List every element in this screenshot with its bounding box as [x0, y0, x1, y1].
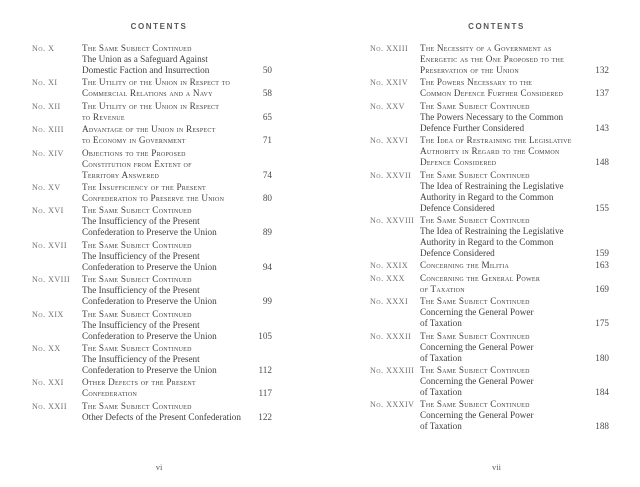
entry-title-line: The Same Subject Continued	[82, 274, 192, 285]
entry-title-text: Confederation to Preserve the Union	[82, 296, 217, 307]
entry-number-label: No. XXXIII	[370, 365, 415, 375]
entry-title-block	[82, 377, 272, 399]
entry-title-line	[82, 296, 272, 307]
entry-page-number: 74	[262, 169, 272, 180]
entry-title-block	[82, 43, 272, 76]
entry-page-number: 105	[258, 330, 272, 341]
entry-title-line: Other Defects of the Present	[82, 377, 196, 388]
contents-heading: CONTENTS	[130, 22, 188, 31]
entry-title-line: The Same Subject Continued	[420, 330, 530, 341]
toc-entry	[370, 365, 609, 398]
entry-title-line: The Insufficiency of the Present	[82, 181, 206, 192]
entry-page-number: 175	[595, 318, 609, 329]
entry-title-line	[82, 135, 272, 146]
entry-number-label: No. XXIV	[370, 78, 409, 88]
entry-title-line: Concerning the General Power	[420, 272, 541, 283]
entry-number-label: No. XXV	[370, 101, 405, 111]
contents-heading: CONTENTS	[468, 22, 525, 31]
entry-number-label: No. XIX	[32, 309, 64, 319]
entry-title-block	[420, 77, 609, 99]
entry-number-label: No. XXXI	[370, 297, 409, 307]
entry-title-text: of Taxation	[420, 318, 462, 329]
entry-number-label: No. XIV	[32, 148, 64, 158]
entry-title-line: The Same Subject Continued	[82, 43, 192, 53]
toc-entry	[370, 260, 609, 271]
entry-title-line	[420, 284, 609, 295]
entry-title-line: The Insufficiency of the Present	[82, 319, 200, 330]
toc-entries-left	[32, 43, 272, 423]
toc-entry	[32, 343, 272, 376]
entry-title-block	[420, 365, 609, 398]
entry-title-line	[82, 88, 272, 99]
entry-title-line	[82, 112, 272, 123]
entry-page-number: 99	[262, 296, 272, 307]
entry-page-number: 80	[262, 192, 272, 203]
entry-title-line	[420, 387, 609, 398]
entry-title-block	[420, 296, 609, 329]
entry-title-line	[82, 227, 272, 238]
entry-title-line: The Same Subject Continued	[420, 214, 530, 225]
entry-title-text: Other Defects of the Present Confederation	[82, 411, 241, 422]
entry-number-label: No. XIII	[32, 125, 64, 135]
entry-title-line	[420, 318, 609, 329]
entry-title-line: The Same Subject Continued	[82, 308, 192, 319]
entry-number-label: No. XXVI	[370, 136, 409, 146]
entry-page-number: 50	[262, 65, 272, 75]
toc-entries-right	[370, 43, 609, 432]
toc-entry	[32, 43, 272, 76]
toc-entry	[370, 399, 609, 432]
entry-title-block	[82, 124, 272, 146]
entry-number-label: No. XII	[32, 101, 61, 111]
toc-entry	[370, 215, 609, 259]
entry-title-text: Common Defence Further Considered	[420, 88, 564, 99]
entry-page-number: 143	[595, 122, 609, 133]
entry-title-line	[420, 248, 609, 259]
toc-entry	[32, 101, 272, 123]
entry-title-text: Concerning the Militia	[420, 260, 510, 271]
entry-title-block	[82, 309, 272, 342]
entry-title-line: The Insufficiency of the Present	[82, 216, 200, 227]
entry-title-line: Authority in Regard to the Common	[420, 236, 554, 247]
entry-title-block	[420, 273, 609, 295]
entry-title-line: The Same Subject Continued	[420, 296, 530, 307]
entry-number-label: No. XVII	[32, 240, 67, 250]
entry-title-line: Concerning the General Power	[420, 410, 534, 421]
toc-entry	[32, 274, 272, 307]
entry-title-text: Defence Considered	[420, 157, 497, 168]
entry-title-text: Confederation to Preserve the Union	[82, 227, 217, 238]
entry-title-block	[420, 170, 609, 214]
entry-title-line	[82, 170, 272, 181]
toc-entry	[32, 309, 272, 342]
entry-number-label: No. XXXIV	[370, 400, 415, 410]
entry-title-block	[420, 135, 609, 168]
entry-title-line: The Powers Necessary to the	[420, 77, 533, 88]
entry-number-label: No. XX	[32, 343, 61, 353]
entry-title-block	[82, 205, 272, 238]
entry-title-line: The Insufficiency of the Present	[82, 250, 200, 261]
entry-title-line: The Union as a Safeguard Against	[82, 54, 208, 64]
entry-title-block	[420, 43, 609, 76]
entry-title-text: to Economy in Government	[82, 135, 186, 146]
toc-entry	[370, 273, 609, 295]
entry-title-line: Concerning the General Power	[420, 307, 534, 318]
entry-title-text: Confederation to Preserve the Union	[82, 330, 217, 341]
entry-title-block	[82, 401, 272, 423]
entry-title-block	[82, 148, 272, 181]
toc-entry	[32, 240, 272, 273]
entry-title-block	[420, 260, 609, 271]
entry-page-number: 188	[595, 421, 609, 432]
entry-title-line: The Powers Necessary to the Common	[420, 111, 564, 122]
entry-page-number: 163	[595, 260, 609, 271]
entry-title-line	[82, 331, 272, 342]
entry-title-line: Energetic as the One Proposed to the	[420, 54, 565, 64]
entry-title-text: Defence Further Considered	[420, 122, 525, 133]
entry-title-text: Defence Considered	[420, 247, 495, 258]
entry-page-number: 184	[595, 386, 609, 397]
entry-title-block	[82, 182, 272, 204]
entry-number-label: No. XXVII	[370, 170, 412, 180]
entry-title-line: Advantage of the Union in Respect	[82, 124, 216, 135]
entry-title-line	[420, 123, 609, 134]
entry-title-line: The Utility of the Union in Respect to	[82, 77, 231, 88]
entry-number-label: No. XV	[32, 182, 61, 192]
entry-title-line: Concerning the General Power	[420, 341, 534, 352]
entry-number-label: No. XVI	[32, 206, 64, 216]
entry-title-text: of Taxation	[420, 283, 465, 294]
toc-entry	[32, 77, 272, 99]
entry-title-line: The Idea of Restraining the Legislative	[420, 135, 572, 146]
entry-title-block	[420, 331, 609, 364]
entry-page-number: 155	[595, 202, 609, 213]
entry-title-text: Territory Answered	[82, 169, 160, 180]
toc-entry	[370, 135, 609, 168]
entry-number-label: No. XVIII	[32, 275, 71, 285]
entry-title-line: Authority in Regard to the Common	[420, 146, 560, 157]
toc-entry	[32, 401, 272, 423]
entry-page-number: 71	[262, 135, 272, 146]
entry-title-line: Objections to the Proposed	[82, 147, 186, 158]
entry-title-line: The Idea of Restraining the Legislative	[420, 225, 564, 236]
entry-title-text: Confederation	[82, 388, 138, 399]
entry-title-line: The Same Subject Continued	[82, 342, 192, 353]
entry-title-line: The Same Subject Continued	[82, 239, 192, 250]
entry-title-text: to Revenue	[82, 111, 125, 122]
entry-title-line	[420, 65, 609, 76]
entry-title-block	[420, 215, 609, 259]
entry-title-line: The Idea of Restraining the Legislative	[420, 180, 564, 191]
entry-title-text: Confederation to Preserve the Union	[82, 192, 225, 203]
toc-entry	[370, 77, 609, 99]
entry-title-block	[82, 101, 272, 123]
toc-entry	[370, 331, 609, 364]
entry-page-number: 94	[262, 261, 272, 272]
entry-page-number: 132	[595, 65, 609, 75]
entry-title-line: The Utility of the Union in Respect	[82, 100, 220, 111]
entry-title-text: Domestic Faction and Insurrection	[82, 65, 210, 75]
entry-title-line: The Same Subject Continued	[82, 400, 192, 411]
entry-number-label: No. XXIX	[370, 261, 409, 271]
contents-page-left	[32, 0, 272, 487]
page-folio: vii	[492, 462, 501, 472]
entry-page-number: 159	[595, 247, 609, 258]
entry-page-number: 58	[262, 88, 272, 99]
entry-title-line	[420, 260, 609, 271]
entry-title-line	[420, 157, 609, 168]
entry-page-number: 169	[595, 283, 609, 294]
entry-title-line: The Same Subject Continued	[420, 364, 530, 375]
entry-title-line: Authority in Regard to the Common	[420, 191, 554, 202]
entry-page-number: 65	[262, 111, 272, 122]
entry-page-number: 180	[595, 352, 609, 363]
entry-title-line: Constitution from Extent of	[82, 158, 192, 169]
entry-title-text: Preservation of the Union	[420, 65, 519, 75]
entry-title-text: of Taxation	[420, 386, 462, 397]
contents-page-right	[370, 0, 609, 487]
entry-title-line: The Same Subject Continued	[82, 205, 192, 216]
toc-entry	[370, 43, 609, 76]
entry-number-label: No. XXXII	[370, 331, 412, 341]
entry-page-number: 89	[262, 227, 272, 238]
entry-number-label: No. XI	[32, 78, 58, 88]
toc-entry	[32, 377, 272, 399]
entry-title-block	[82, 343, 272, 376]
entry-title-line: Concerning the General Power	[420, 375, 534, 386]
entry-title-line: The Same Subject Continued	[420, 399, 530, 410]
entry-title-line	[82, 412, 272, 423]
entry-title-text: of Taxation	[420, 421, 462, 432]
entry-title-line	[420, 203, 609, 214]
entry-title-text: Defence Considered	[420, 202, 495, 213]
entry-title-text: Commercial Relations and a Navy	[82, 88, 213, 99]
entry-title-line: The Insufficiency of the Present	[82, 353, 200, 364]
entry-title-line	[420, 421, 609, 432]
entry-title-block	[82, 274, 272, 307]
entry-page-number: 112	[258, 364, 272, 375]
entry-title-line: The Same Subject Continued	[420, 169, 530, 180]
toc-entry	[32, 148, 272, 181]
entry-number-label: No. XXX	[370, 273, 405, 283]
entry-title-line	[82, 365, 272, 376]
entry-page-number: 117	[258, 388, 272, 399]
entry-title-line	[82, 388, 272, 399]
entry-title-text: of Taxation	[420, 352, 462, 363]
toc-entry	[370, 170, 609, 214]
toc-entry	[32, 182, 272, 204]
entry-title-text: Confederation to Preserve the Union	[82, 261, 217, 272]
page-folio: vi	[155, 462, 163, 472]
entry-page-number: 137	[595, 88, 609, 99]
entry-title-line	[82, 65, 272, 76]
entry-title-block	[82, 240, 272, 273]
entry-page-number: 148	[595, 157, 609, 168]
entry-number-label: No. X	[32, 44, 55, 53]
entry-number-label: No. XXVIII	[370, 215, 415, 225]
entry-title-block	[420, 399, 609, 432]
entry-number-label: No. XXII	[32, 401, 67, 411]
toc-entry	[370, 296, 609, 329]
entry-title-line	[420, 88, 609, 99]
entry-number-label: No. XXIII	[370, 44, 409, 53]
entry-page-number: 122	[258, 411, 272, 422]
entry-title-text: Confederation to Preserve the Union	[82, 364, 217, 375]
entry-title-line	[420, 353, 609, 364]
entry-title-line: The Same Subject Continued	[420, 100, 530, 111]
entry-title-line: The Necessity of a Government as	[420, 43, 552, 53]
entry-title-line	[82, 193, 272, 204]
entry-title-line: The Insufficiency of the Present	[82, 285, 200, 296]
entry-title-line	[82, 262, 272, 273]
toc-entry	[32, 124, 272, 146]
entry-title-block	[82, 77, 272, 99]
toc-entry	[370, 101, 609, 134]
entry-number-label: No. XXI	[32, 378, 64, 388]
toc-entry	[32, 205, 272, 238]
entry-title-block	[420, 101, 609, 134]
